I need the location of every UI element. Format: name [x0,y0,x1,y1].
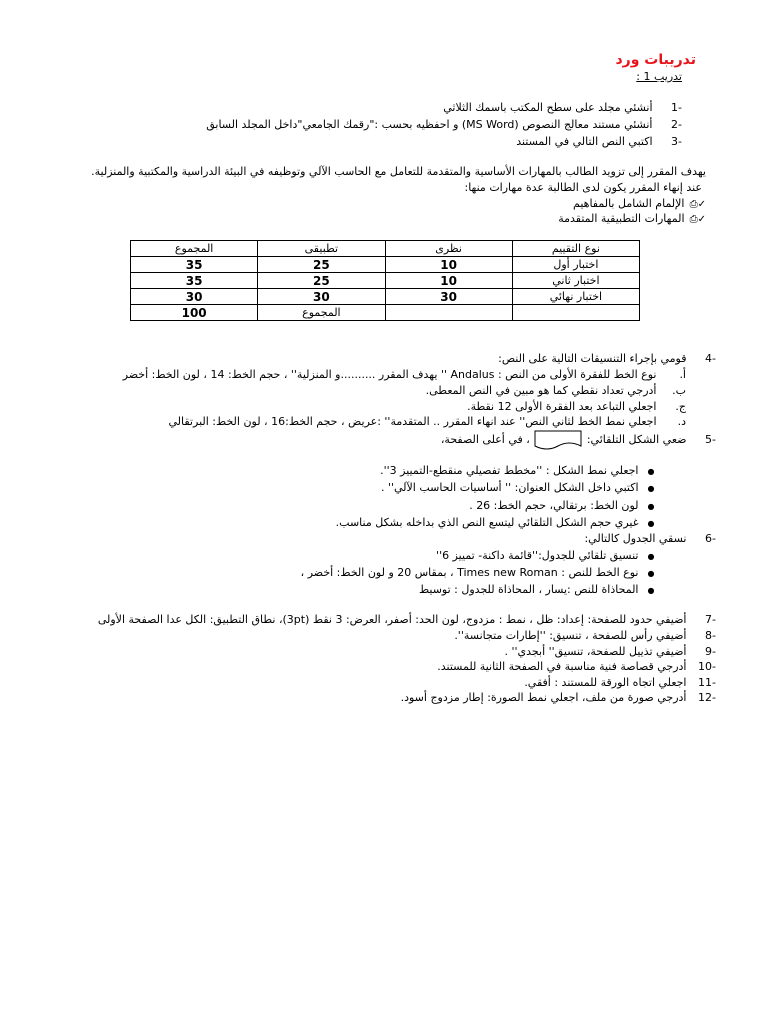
table-cell [512,305,639,321]
bullet-item [336,515,660,531]
skill-text: الإلمام الشامل بالمفاهيم [573,197,685,210]
task-number: -7 [705,613,716,626]
sub-item [426,383,686,398]
bullet-icon: ● [647,552,655,561]
task-line [498,351,716,366]
wave-shape-icon [533,428,583,452]
task-text: اكتبي النص التالي في المستند [516,135,653,148]
sub-item-mark: د. [677,415,686,428]
table-cell: 30 [385,289,512,305]
sub-item-text: نوع الخط للفقرة الأولى من النص : Andalus '' يهدف المقرر ..........و المنزلية'' ، حجم الخط: 14 ، لون الخط: أخضر [122,368,657,381]
table-total-label: المجموع [258,305,385,321]
sub-item [169,414,687,429]
table-cell: 35 [131,273,258,289]
table-cell: اختبار نهائي [512,289,639,305]
table-row [131,289,640,305]
table-cell: 25 [258,273,385,289]
task-text: ضعي الشكل التلقائي: [586,433,687,446]
task-number: -10 [698,660,716,673]
sub-item-mark: أ. [679,368,686,381]
table-header-cell: نظرى [385,241,512,257]
task-line [504,644,716,659]
checkmark-bullet-icon: ✓⎙ [689,199,706,210]
task-line [441,428,716,452]
bullet-text: غيري حجم الشكل التلقائي ليتسع النص الذي بداخله بشكل مناسب. [335,516,639,529]
table-cell: 10 [385,273,512,289]
table-cell: 30 [131,289,258,305]
task-number: -8 [705,629,716,642]
task-number: -11 [698,676,716,689]
table-cell: 35 [131,257,258,273]
sub-item-mark: ب. [672,384,686,397]
task-line [443,100,682,115]
task-line [206,117,682,132]
task-text: أضيفي رأس للصفحة ، تنسيق: ''إطارات متجانسة''. [454,629,687,642]
table-row [131,273,640,289]
table-cell [385,305,512,321]
task-text: نسقي الجدول كالتالي: [584,532,687,545]
task-line [401,690,716,705]
bullet-icon: ● [647,519,655,528]
table-cell: 30 [258,289,385,305]
task-number: -3 [671,135,682,148]
bullet-text: لون الخط: برتقالي، حجم الخط: 26 . [469,499,639,512]
exercise-subtitle: تدريب 1 : [636,70,682,83]
table-total-value: 100 [131,305,258,321]
sub-item [467,399,686,414]
table-total-row [131,305,640,321]
bullet-text: المحاذاة للنص :يسار ، المحاذاة للجدول : توسيط [418,583,639,596]
task-number: -6 [705,532,716,545]
task-number: -2 [671,118,682,131]
task-text: اجعلي اتجاه الورقة للمستند : أفقي. [524,676,687,689]
task-number: -5 [705,433,716,446]
sub-item-text: أدرجي تعداد نقطي كما هو مبين في النص المعطى. [425,384,657,397]
bullet-item [419,582,660,598]
sub-item-text: اجعلي التباعد بعد الفقرة الأولى 12 نقطة. [467,400,657,413]
table-header-row [131,241,640,257]
task-text: أنشئي مستند معالج النصوص (MS Word) و احفظيه بحسب :"رقمك الجامعي"داخل المجلد السابق [206,118,653,131]
task-text-after: ، في أعلى الصفحة، [440,433,530,446]
sub-item-mark: ج. [675,400,686,413]
checkmark-bullet-icon: ✓⎙ [689,214,706,225]
task-text: أدرجي صورة من ملف، اجعلي نمط الصورة: إطار مزدوج أسود. [400,691,687,704]
bullet-item [469,498,660,514]
task-text: أضيفي تذييل للصفحة، تنسيق'' أبجدي'' . [504,645,687,658]
task-line [454,628,716,643]
skill-item [558,211,706,227]
sample-paragraph: يهدف المقرر إلى تزويد الطالب بالمهارات الأساسية والمتقدمة للتعامل مع الحاسب الآلي وتوظيفه في البيئة الدراسية والمكتبية والمنزلية. [91,165,706,178]
bullet-item [380,463,660,479]
bullet-icon: ● [647,502,655,511]
table-cell: 25 [258,257,385,273]
task-number: -9 [705,645,716,658]
task-line [524,675,716,690]
task-text: أنشئي مجلد على سطح المكتب باسمك الثلاثي [443,101,653,114]
table-header-cell: تطبيقى [258,241,385,257]
task-number: -12 [698,691,716,704]
skill-item [573,196,706,212]
bullet-item [301,565,660,581]
bullet-icon: ● [647,484,655,493]
bullet-icon: ● [647,569,655,578]
table-cell: اختبار ثاني [512,273,639,289]
table-row [131,257,640,273]
task-line [516,134,682,149]
bullet-icon: ● [647,467,655,476]
bullet-text: تنسيق تلقائي للجدول:''قائمة داكنة- تمييز 6'' [436,549,639,562]
sub-item-text: اجعلي نمط الخط لثاني النص'' عند انهاء المقرر .. المتقدمة'' :عريض ، حجم الخط:16 ، لون الخط: البرتقالي [168,415,657,428]
task-number: -1 [671,101,682,114]
task-text: أضيفي حدود للصفحة: إعداد: ظل ، نمط : مزدوج، لون الحد: أصفر، العرض: 3 نقط (3pt)، نطاق التطبيق: الكل عدا الصفحة الأولى [97,613,687,626]
bullet-icon: ● [647,586,655,595]
task-line [98,612,716,627]
bullet-text: اكتبي داخل الشكل العنوان: '' أساسيات الحاسب الآلي'' . [380,481,639,494]
task-text: أدرجي قصاصة فنية مناسبة في الصفحة الثانية للمستند. [437,660,687,673]
table-header-cell: المجموع [131,241,258,257]
assessment-table [130,240,640,321]
sample-paragraph-2: عند إنهاء المقرر يكون لدى الطالبة عدة مهارات منها: [464,181,702,194]
bullet-item [436,548,660,564]
sub-item [123,367,686,382]
task-line [437,659,716,674]
table-header-cell: نوع التقييم [512,241,639,257]
bullet-item [381,480,660,496]
task-line [584,531,716,546]
table-cell: 10 [385,257,512,273]
bullet-text: اجعلي نمط الشكل : ''مخطط تفصيلي منقطع-التمييز 3''. [380,464,639,477]
task-text: قومي بإجراء التنسيقات التالية على النص: [498,352,687,365]
document-title: تدريبات ورد [615,52,696,68]
task-number: -4 [705,352,716,365]
bullet-text: نوع الخط للنص : Times new Roman ، بمقاس 20 و لون الخط: أخضر ، [300,566,639,579]
table-cell: اختبار أول [512,257,639,273]
skill-text: المهارات التطبيقية المتقدمة [558,212,685,225]
